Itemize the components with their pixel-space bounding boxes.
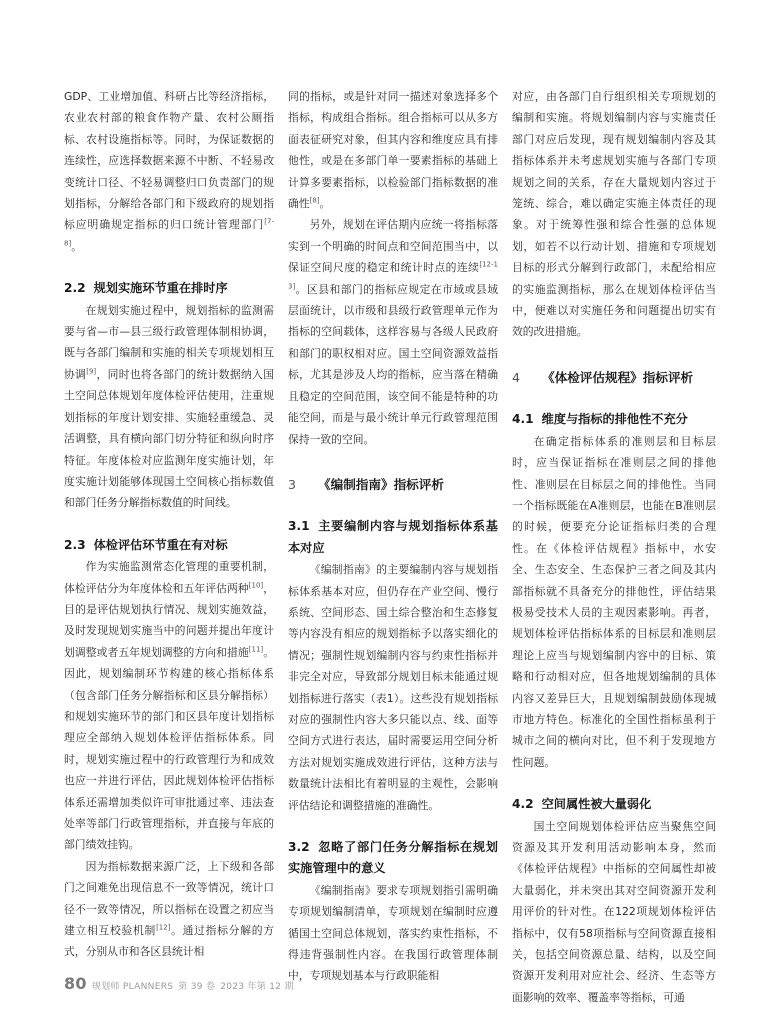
section-heading-2-2: 2.2 规划实施环节重在排时序 [64, 281, 228, 296]
section-heading-4-2: 4.2 空间属性被大量弱化 [512, 797, 652, 812]
section-heading-3-1: 3.1 主要编制内容与规划指标体系基本对应 [288, 519, 498, 555]
journal-name: 规划师 PLANNERS [91, 982, 174, 992]
paragraph: 在规划实施过程中，规划指标的监测需要与省—市—县三级行政管理体制相协调，既与各部门编制和实施的相关专项规划相互协调[9]，同时也将各部门的统计数据纳入国土空间总体规划年度体检评估使用，注重规划指标的年度计划安排、实施轻重缓急、灵活调整，具有横向部门切分特征和纵向时序特征。年度体检对应监测年度实施计划，年度实施计划能够体现国土空间核心指标数值和部门任务分解指标数值的时间线。 [64, 303, 275, 510]
paragraph: 在确定指标体系的准则层和目标层时，应当保证指标在准则层之间的排他性、准则层在目标层之间的排他性。当同一个指标既能在A准则层，也能在B准则层的时候，便要充分论证指标归类的合理性。在《体检评估规程》指标中，水安全、生态安全、生态保护三者之间及其内部指标就不具备充分的排他性，评估结果极易受技术人员的主观因素影响。再者，规划体检评估指标体系的目标层和准则层理论上应当与规划编制内容中的目标、策略和行动相对应，但各地规划编制的具体内容又差异巨大，且规划编制鼓励体现城市地方特色。标准化的全国性指标虽利于城市之间的横向对比，但不利于发现地方性问题。 [512, 434, 716, 769]
citation: [9] [86, 367, 97, 376]
section-heading-3-2: 3.2 忽略了部门任务分解指标在规划实施管理中的意义 [288, 840, 498, 876]
section-heading-4: 4 《体检评估规程》指标评析 [512, 369, 694, 385]
citation: [8] [309, 196, 320, 205]
paragraph: 另外，规划在评估期内应统一将指标落实到一个明确的时间点和空间范围当中，以保证空间尺度的稳定和统计时点的连续[12-13]。区县和部门的指标应规定在市域或县域层面统计，以市级和县级行政管理单元作为指标的空间载体，这样容易与各级人民政府和部门的职权相对应。国土空间资源效益指标，尤其是涉及人均的指标，应当落在精确且稳定的空间范围，该空间不能是特种的功能空间，而是与最小统计单元行政管理范围保持一致的空间。 [288, 218, 498, 446]
paragraph: 国土空间规划体检评估应当聚焦空间资源及其开发利用活动影响本身，然而《体检评估规程》中指标的空间属性却被大量弱化，并未突出其对空间资源开发利用评价的针对性。在122项规划体检评估指标中，仅有58项指标与空间资源直接相关，包括空间资源总量、结构，以及空间资源开发利用对应社会、经济、生态等方面影响的效率、覆盖率等指标，可通 [512, 819, 716, 1004]
page-footer [64, 974, 294, 993]
text-column-2 [288, 86, 498, 987]
page-number: 80 [64, 974, 87, 993]
paragraph: 因为指标数据来源广泛，上下级和各部门之间难免出现信息不一致等情况，统计口径不一致等情况，所以指标在设置之初应当建立相互校验机制[12]。通过指标分解的方式，分别从市和各区县统计相 [64, 859, 275, 959]
paragraph: 同的指标，或是针对同一描述对象选择多个指标，构成组合指标。组合指标可以从多方面表征研究对象，但其内容和维度应具有排他性，或是在多部门单一要素指标的基础上计算多要素指标，以检验部门指标数据的准确性[8]。 [288, 90, 498, 211]
journal-issue: 2023 年第 12 期 [220, 982, 294, 992]
paragraph: 作为实施监测常态化管理的重要机制，体检评估分为年度体检和五年评估两种[10]，目的是评估规划执行情况、规划实施效益，及时发现规划实施当中的问题并提出年度计划调整或者五年规划调整的方向和措施[11]。因此，规划编制环节构建的核心指标体系（包含部门任务分解指标和区县分解指标）和规划实施环节的部门和区县年度计划指标理应全部纳入规划体检评估指标体系。同时，规划实施过程中的行政管理行为和成效也应一并进行评估，因此规划体检评估指标体系还需增加类似许可审批通过率、违法查处率等部门行政管理指标，并直接与年底的部门绩效挂钩。 [64, 560, 275, 852]
section-heading-3: 3 《编制指南》指标评析 [288, 476, 444, 492]
citation: [11] [248, 645, 264, 654]
journal-volume: 第 39 卷 [178, 982, 216, 992]
paragraph: 《编制指南》的主要编制内容与规划指标体系基本对应，但仍存在产业空间、慢行系统、空间形态、国土综合整治和生态修复等内容没有相应的规划指标予以落实细化的情况；强制性规划编制内容与约束性指标并非完全对应，导致部分规划目标未能通过规划指标进行落实（表1）。这些没有规划指标对应的强制性内容大多只能以点、线、面等空间方式进行表达，届时需要运用空间分析方法对规划实施成效进行评估，这种方法与数量统计法相比有着明显的主观性，会影响评估结论和调整措施的准确性。 [288, 563, 498, 812]
citation: [12] [156, 923, 171, 932]
paragraph: 《编制指南》要求专项规划指引需明确专项规划编制清单，专项规划在编制时应遵循国土空间总体规划，落实约束性指标，不得违背强制性内容。在我国行政管理体制中，专项规划基本与行政职能相 [288, 883, 498, 983]
text-column-3 [512, 86, 716, 1008]
citation: [7-8] [64, 217, 274, 248]
citation: [10] [248, 580, 264, 589]
section-heading-4-1: 4.1 维度与指标的排他性不充分 [512, 412, 688, 427]
paragraph: GDP、工业增加值、科研占比等经济指标，农业农村部的粮食作物产量、农村公厕指标、农村设施指标等。同时，为保证数据的连续性，应选择数据来源不中断、不轻易改变统计口径、不轻易调整归口负责部门的规划指标，分解给各部门和下级政府的规划指标应明确规定指标的归口统计管理部门[7-8]。 [64, 90, 274, 253]
citation: [12-13] [288, 260, 498, 291]
text-column-1 [64, 86, 274, 963]
paragraph: 对应，由各部门自行组织相关专项规划的编制和实施。将规划编制内容与实施责任部门对应后发现，现有规划编制内容及其指标体系并未考虑规划实施与各部门专项规划之间的关系，存在大量规划内容过于笼统、综合，难以确定实施主体责任的现象。对于统筹性强和综合性强的总体规划，如若不以行动计划、措施和专项规划目标的形式分解到行政部门，未配给相应的实施监测指标，那么在规划体检评估当中，便难以对实施任务和问题提出切实有效的改进措施。 [512, 90, 716, 339]
section-heading-2-3: 2.3 体检评估环节重在有对标 [64, 537, 228, 552]
